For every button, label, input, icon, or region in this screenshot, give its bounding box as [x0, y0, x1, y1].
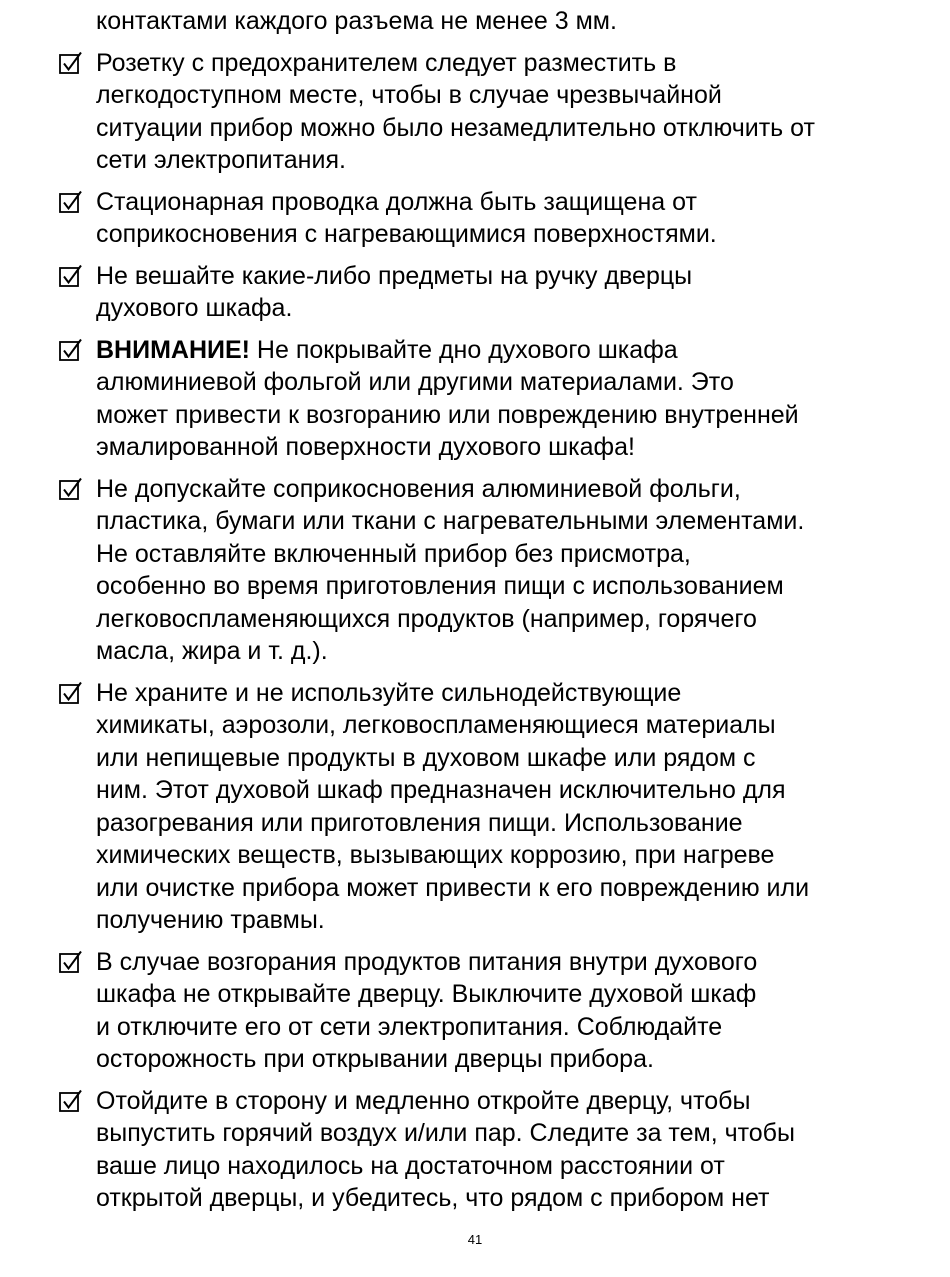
- text-line: шкафа не открывайте дверцу. Выключите духовой шкаф: [96, 980, 757, 1008]
- text-line: может привести к возгоранию или повреждению внутренней: [96, 400, 799, 429]
- text-line: эмалированной поверхности духового шкафа!: [96, 433, 635, 461]
- document-body: [0, 5, 950, 1215]
- checkbox-checked-icon: [59, 477, 83, 501]
- text-line: сети электропитания.: [96, 146, 346, 174]
- checkbox-checked-icon: [59, 190, 83, 214]
- text-line: алюминиевой фольгой или другими материалами. Это: [96, 368, 734, 396]
- list-item: [0, 186, 950, 251]
- text-line: ситуации прибор можно было незамедлительно отключить от: [96, 113, 815, 142]
- page-number: 41: [467, 1232, 483, 1247]
- text-line: или очистке прибора может привести к его повреждению или: [96, 873, 810, 902]
- text-line: ним. Этот духовой шкаф предназначен исключительно для: [96, 776, 786, 804]
- text-line: химикаты, аэрозоли, легковоспламеняющиеся материалы: [96, 711, 776, 739]
- text-line: легковоспламеняющихся продуктов (например, горячего: [96, 604, 757, 633]
- checkbox-checked-icon: [59, 950, 83, 974]
- text-line: открытой дверцы, и убедитесь, что рядом с прибором нет: [96, 1184, 770, 1212]
- text-line: осторожность при открывании дверцы прибора.: [96, 1045, 654, 1073]
- text-line: особенно во время приготовления пищи с использованием: [96, 572, 784, 600]
- list-item: [0, 946, 950, 1076]
- text-line: Не оставляйте включенный прибор без присмотра,: [96, 539, 691, 568]
- text-line: контактами каждого разъема не менее 3 мм.: [96, 7, 617, 35]
- text-line: и отключите его от сети электропитания. Соблюдайте: [96, 1012, 723, 1041]
- text-line: духового шкафа.: [96, 294, 293, 322]
- checkbox-checked-icon: [59, 51, 83, 75]
- text-line: химических веществ, вызывающих коррозию, при нагреве: [96, 841, 775, 869]
- text-line: выпустить горячий воздух и/или пар. Следите за тем, чтобы: [96, 1119, 795, 1147]
- continuation-text: [0, 5, 950, 38]
- text-line: В случае возгорания продуктов питания внутри духового: [96, 947, 758, 976]
- text-line: ваше лицо находилось на достаточном расстоянии от: [96, 1151, 725, 1180]
- list-item: [0, 334, 950, 464]
- text-line: легкодоступном месте, чтобы в случае чрезвычайной: [96, 81, 722, 109]
- checkbox-checked-icon: [59, 338, 83, 362]
- text-line: соприкосновения с нагревающимися поверхностями.: [96, 220, 717, 248]
- checkbox-checked-icon: [59, 1089, 83, 1113]
- warning-label: ВНИМАНИЕ!: [96, 335, 250, 364]
- text-line: Стационарная проводка должна быть защищена от: [96, 187, 697, 216]
- text-line: Не допускайте соприкосновения алюминиевой фольги,: [96, 474, 741, 503]
- text-line: Розетку с предохранителем следует разместить в: [96, 48, 677, 77]
- text-line: получению травмы.: [96, 906, 325, 934]
- text-line: Не вешайте какие-либо предметы на ручку дверцы: [96, 261, 693, 290]
- list-item: [0, 473, 950, 668]
- text-line: Не храните и не используйте сильнодействующие: [96, 678, 682, 707]
- checkbox-checked-icon: [59, 264, 83, 288]
- checkbox-checked-icon: [59, 681, 83, 705]
- list-item: [0, 1085, 950, 1215]
- list-item: [0, 47, 950, 177]
- text-span: Не покрывайте дно духового шкафа: [249, 335, 678, 364]
- list-item: [0, 260, 950, 325]
- text-line: или непищевые продукты в духовом шкафе или рядом с: [96, 743, 756, 772]
- text-line: масла, жира и т. д.).: [96, 637, 328, 665]
- text-line: Отойдите в сторону и медленно откройте дверцу, чтобы: [96, 1086, 751, 1115]
- list-item: [0, 677, 950, 937]
- text-line: [96, 334, 950, 367]
- text-line: разогревания или приготовления пищи. Использование: [96, 808, 743, 837]
- text-line: пластика, бумаги или ткани с нагревательными элементами.: [96, 507, 805, 535]
